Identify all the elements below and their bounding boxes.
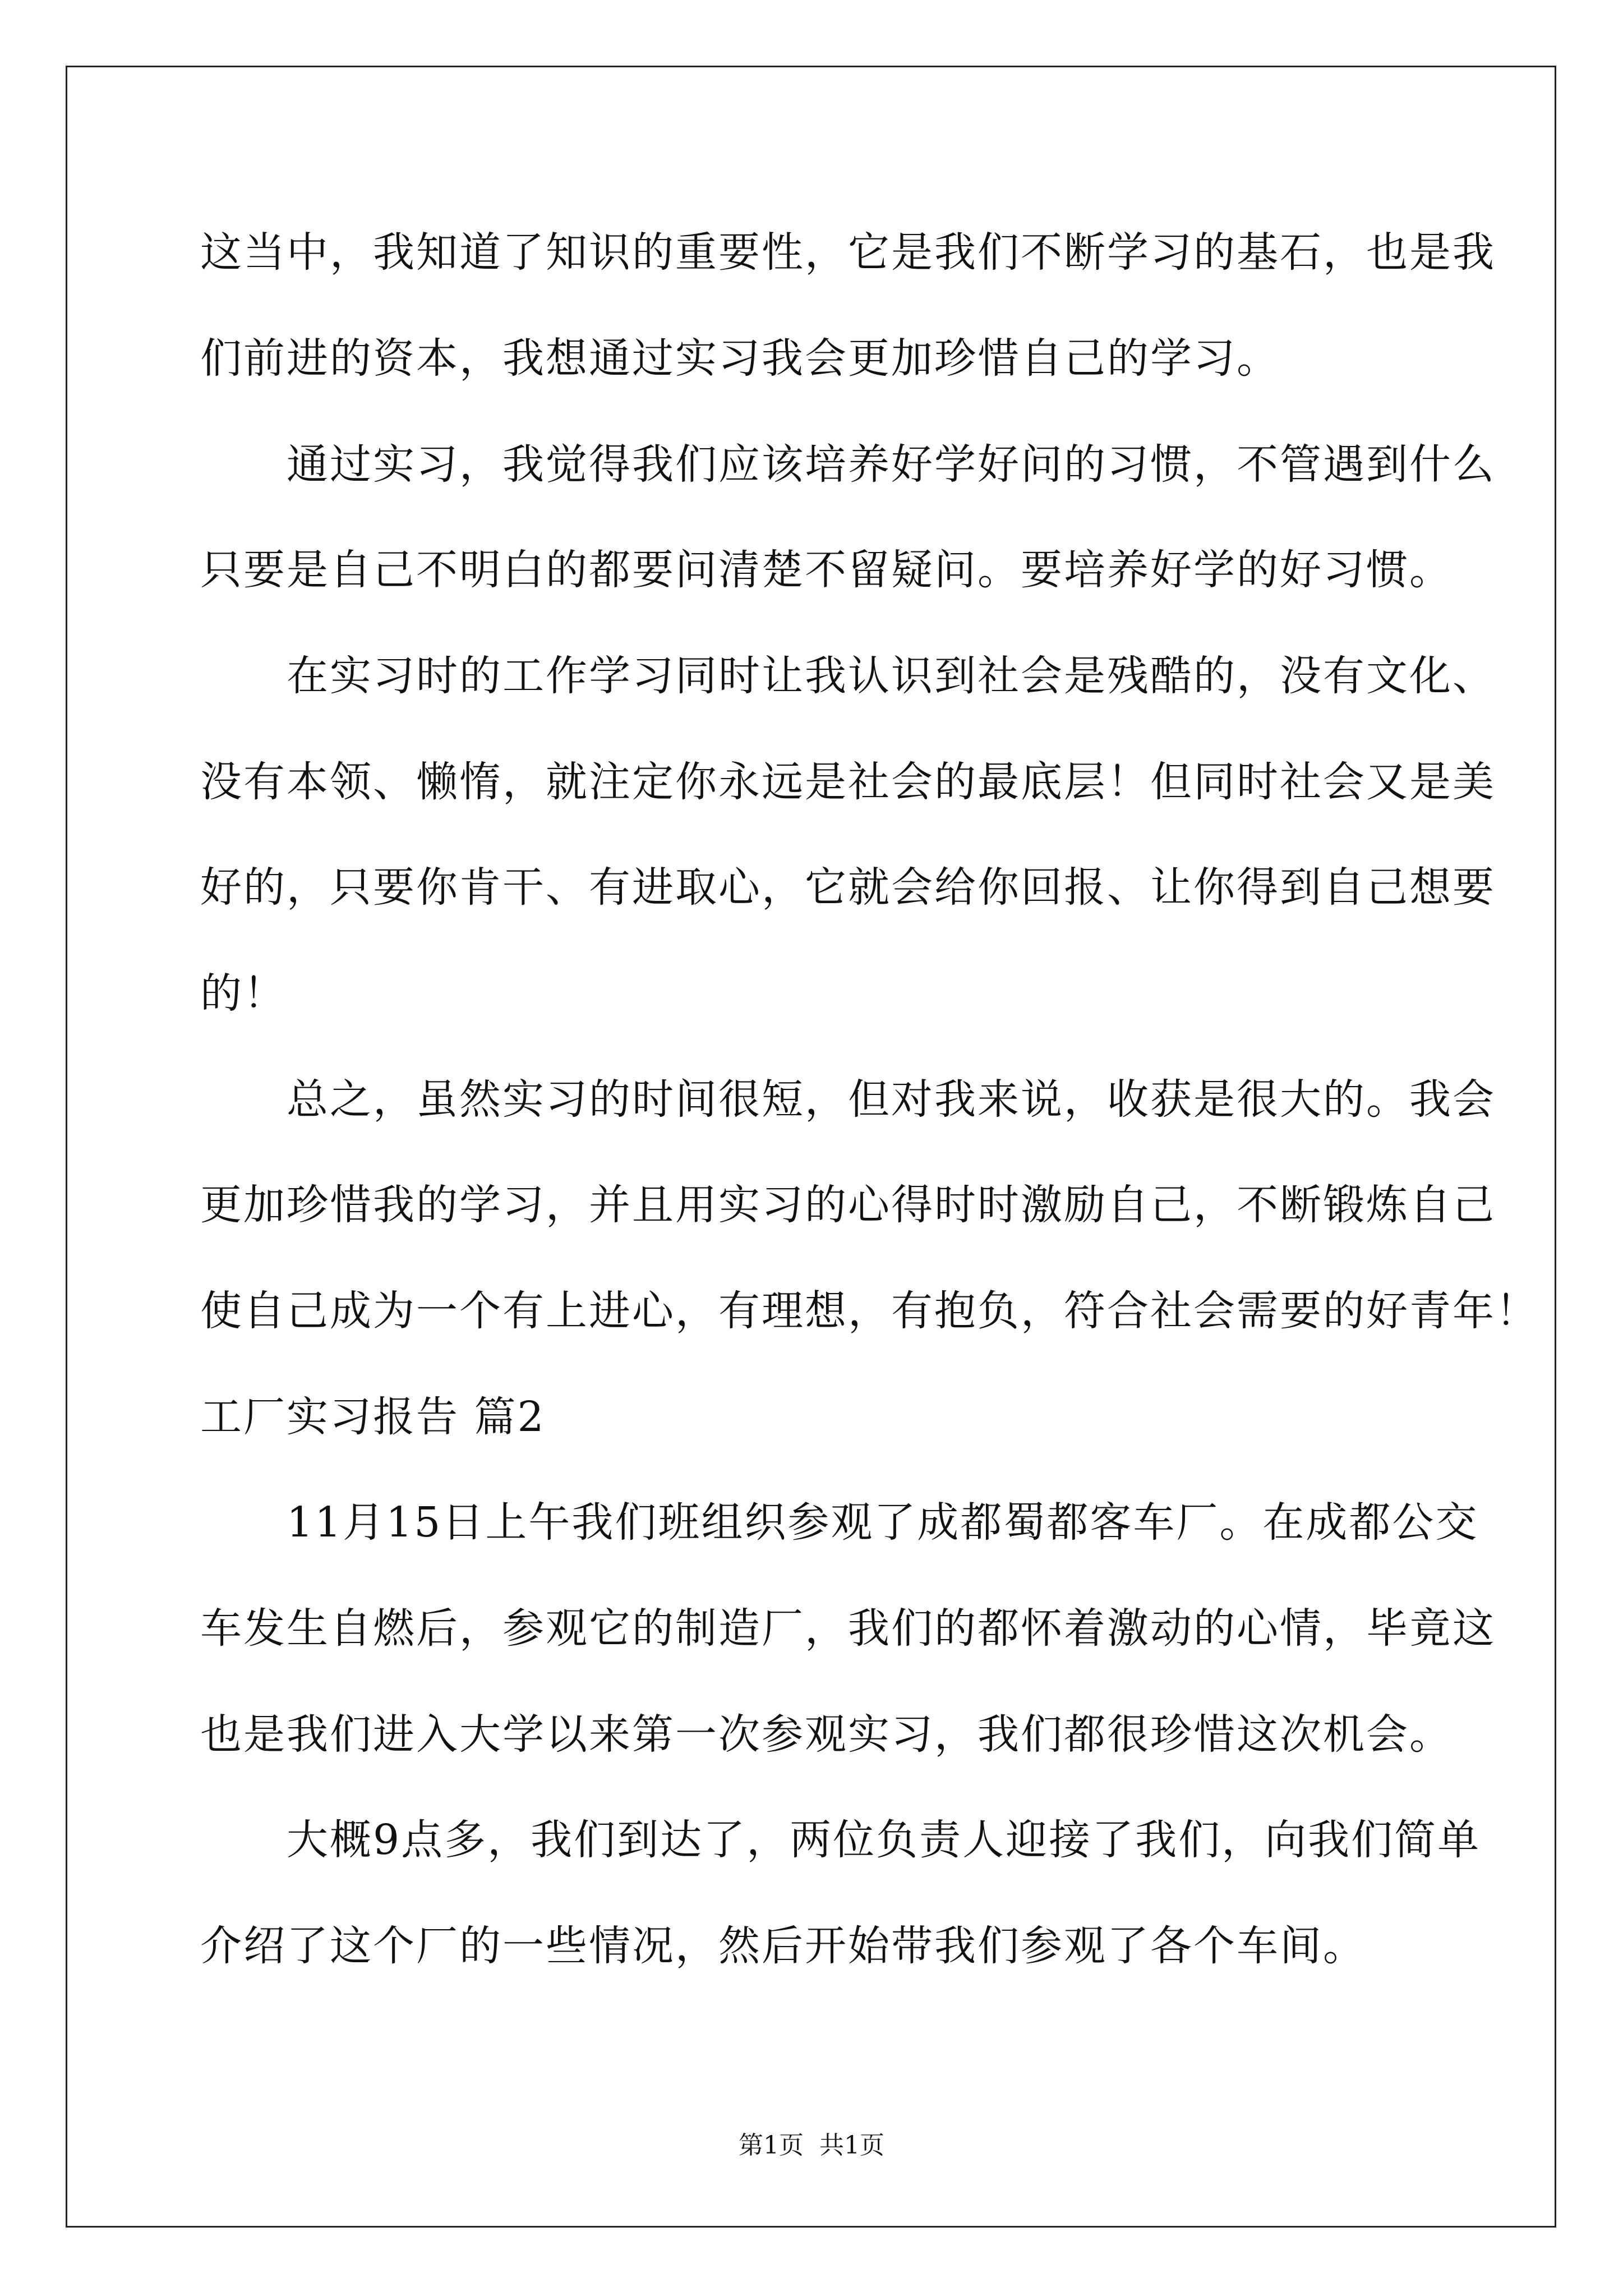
text-line: 使自己成为一个有上进心，有理想，有抱负，符合社会需要的好青年！ bbox=[200, 1287, 1539, 1335]
text-line: 总之，虽然实习的时间很短，但对我来说，收获是很大的。我会 bbox=[200, 1075, 1496, 1124]
text-line: 这当中，我知道了知识的重要性，它是我们不断学习的基石，也是我 bbox=[200, 228, 1496, 277]
page-number: 第1页 bbox=[739, 2131, 804, 2160]
text-line: 介绍了这个厂的一些情况，然后开始带我们参观了各个车间。 bbox=[200, 1922, 1366, 1970]
text-line: 大概9点多，我们到达了，两位负责人迎接了我们，向我们简单 bbox=[200, 1816, 1481, 1864]
page-border bbox=[66, 66, 1556, 2228]
text-line: 没有本领、懒惰，就注定你永远是社会的最底层！但同时社会又是美 bbox=[200, 758, 1496, 806]
text-line: 的！ bbox=[200, 969, 287, 1018]
text-line: 通过实习，我觉得我们应该培养好学好问的习惯，不管遇到什么 bbox=[200, 440, 1496, 489]
section-heading: 工厂实习报告 篇2 bbox=[200, 1393, 546, 1441]
page-count: 共1页 bbox=[819, 2131, 884, 2160]
text-line: 只要是自己不明白的都要问清楚不留疑问。要培养好学的好习惯。 bbox=[200, 546, 1453, 594]
page-footer bbox=[0, 2129, 1623, 2162]
text-line: 车发生自燃后，参观它的制造厂，我们的都怀着激动的心情，毕竟这 bbox=[200, 1604, 1496, 1653]
text-line: 11月15日上午我们班组织参观了成都蜀都客车厂。在成都公交 bbox=[200, 1498, 1479, 1547]
text-line: 更加珍惜我的学习，并且用实习的心得时时激励自己，不断锻炼自己 bbox=[200, 1181, 1496, 1229]
text-line: 也是我们进入大学以来第一次参观实习，我们都很珍惜这次机会。 bbox=[200, 1710, 1453, 1759]
text-line: 们前进的资本，我想通过实习我会更加珍惜自己的学习。 bbox=[200, 334, 1280, 383]
text-line: 在实习时的工作学习同时让我认识到社会是残酷的，没有文化、 bbox=[200, 652, 1496, 700]
text-line: 好的，只要你肯干、有进取心，它就会给你回报、让你得到自己想要 bbox=[200, 863, 1496, 912]
